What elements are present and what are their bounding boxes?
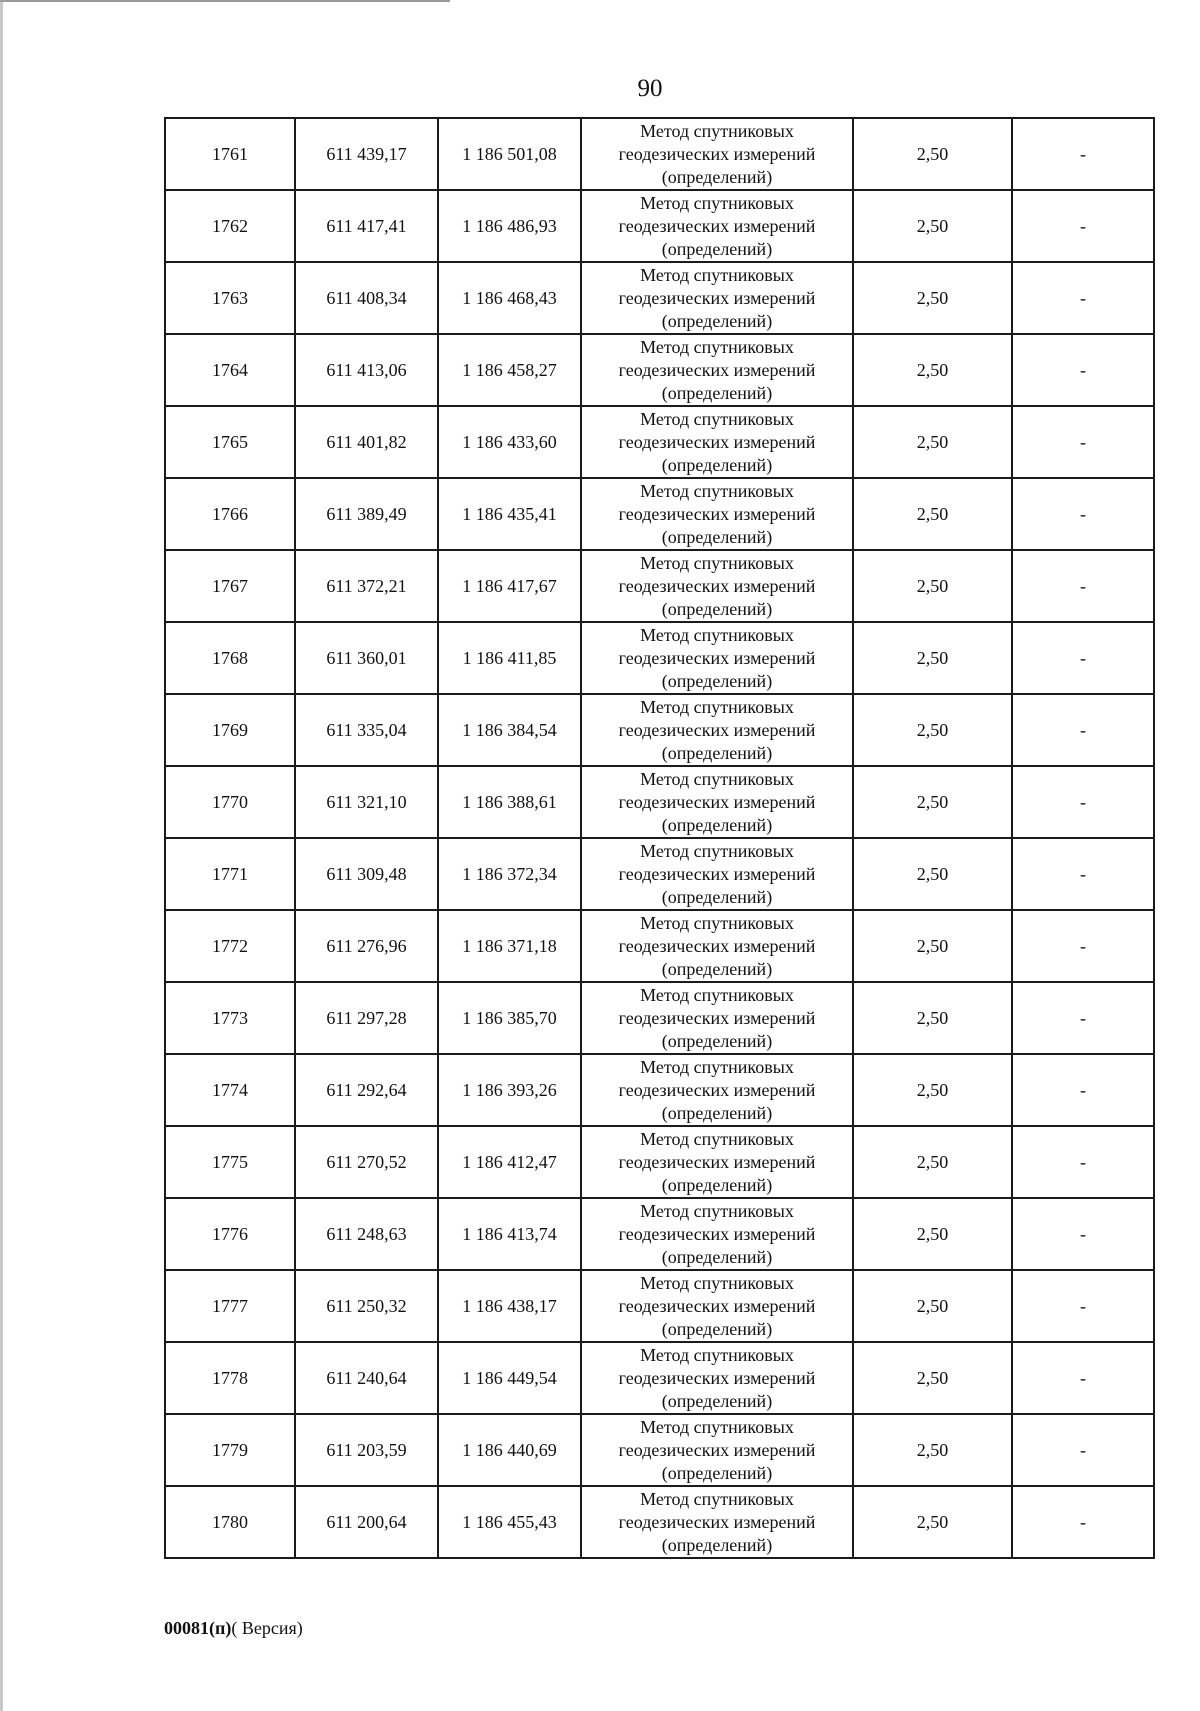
x-coordinate-text: 611 413,06 [326,359,407,380]
extra-cell [1012,190,1154,262]
x-coordinate-cell [295,478,438,550]
point-number-cell [165,406,295,478]
x-coordinate-text: 611 292,64 [326,1079,407,1100]
y-coordinate-text: 1 186 385,70 [462,1007,557,1028]
point-number-text: 1762 [212,215,248,236]
x-coordinate-text: 611 203,59 [326,1439,407,1460]
accuracy-text: 2,50 [916,287,949,308]
x-coordinate-text: 611 439,17 [326,143,407,164]
extra-text: - [1080,1007,1086,1028]
accuracy-cell [853,334,1012,406]
table-row [165,550,1154,622]
method-cell [581,262,853,334]
accuracy-cell [853,694,1012,766]
x-coordinate-cell [295,406,438,478]
extra-text: - [1080,575,1086,596]
point-number-text: 1768 [212,647,248,668]
y-coordinate-text: 1 186 393,26 [462,1079,557,1100]
accuracy-cell [853,550,1012,622]
x-coordinate-cell [295,1126,438,1198]
extra-text: - [1080,791,1086,812]
x-coordinate-text: 611 276,96 [326,935,407,956]
point-number-text: 1765 [212,431,248,452]
method-cell [581,406,853,478]
scan-top-line [0,0,450,2]
accuracy-text: 2,50 [916,1367,949,1388]
accuracy-text: 2,50 [916,1439,949,1460]
y-coordinate-cell [438,1270,581,1342]
point-number-cell [165,262,295,334]
method-text: Метод спутниковых геодезических измерений (определений) [618,1272,816,1339]
method-text: Метод спутниковых геодезических измерений (определений) [618,120,816,187]
point-number-cell [165,1198,295,1270]
accuracy-text: 2,50 [916,1295,949,1316]
accuracy-cell [853,1054,1012,1126]
point-number-text: 1773 [212,1007,248,1028]
point-number-cell [165,1054,295,1126]
x-coordinate-cell [295,1270,438,1342]
y-coordinate-text: 1 186 417,67 [462,575,557,596]
point-number-text: 1772 [212,935,248,956]
accuracy-cell [853,1126,1012,1198]
x-coordinate-text: 611 200,64 [326,1511,407,1532]
y-coordinate-text: 1 186 449,54 [462,1367,557,1388]
y-coordinate-cell [438,910,581,982]
method-cell [581,1414,853,1486]
point-number-text: 1767 [212,575,248,596]
method-cell [581,910,853,982]
point-number-cell [165,1270,295,1342]
table-row [165,190,1154,262]
y-coordinate-cell [438,622,581,694]
x-coordinate-text: 611 401,82 [326,431,407,452]
table-row [165,838,1154,910]
table-row [165,1414,1154,1486]
method-cell [581,766,853,838]
x-coordinate-text: 611 321,10 [326,791,407,812]
x-coordinate-cell [295,1486,438,1558]
y-coordinate-cell [438,550,581,622]
method-text: Метод спутниковых геодезических измерений (определений) [618,1200,816,1267]
method-cell [581,1198,853,1270]
method-text: Метод спутниковых геодезических измерений (определений) [618,768,816,835]
y-coordinate-text: 1 186 455,43 [462,1511,557,1532]
accuracy-cell [853,406,1012,478]
table-row [165,766,1154,838]
extra-text: - [1080,647,1086,668]
method-cell [581,1270,853,1342]
y-coordinate-text: 1 186 388,61 [462,791,557,812]
method-cell [581,1486,853,1558]
y-coordinate-text: 1 186 468,43 [462,287,557,308]
extra-cell [1012,766,1154,838]
x-coordinate-text: 611 309,48 [326,863,407,884]
extra-cell [1012,406,1154,478]
table-row [165,262,1154,334]
extra-text: - [1080,359,1086,380]
accuracy-text: 2,50 [916,359,949,380]
table-row [165,910,1154,982]
accuracy-cell [853,118,1012,190]
extra-cell [1012,982,1154,1054]
point-number-cell [165,622,295,694]
table-row [165,1270,1154,1342]
x-coordinate-text: 611 270,52 [326,1151,407,1172]
method-cell [581,622,853,694]
method-cell [581,190,853,262]
point-number-cell [165,478,295,550]
accuracy-text: 2,50 [916,1151,949,1172]
extra-text: - [1080,935,1086,956]
extra-cell [1012,478,1154,550]
accuracy-cell [853,622,1012,694]
extra-cell [1012,910,1154,982]
extra-cell [1012,118,1154,190]
x-coordinate-cell [295,1054,438,1126]
method-text: Метод спутниковых геодезических измерений (определений) [618,1344,816,1411]
x-coordinate-cell [295,1342,438,1414]
point-number-cell [165,1414,295,1486]
accuracy-cell [853,190,1012,262]
x-coordinate-text: 611 408,34 [326,287,407,308]
point-number-text: 1777 [212,1295,248,1316]
y-coordinate-cell [438,478,581,550]
y-coordinate-cell [438,406,581,478]
y-coordinate-cell [438,1198,581,1270]
method-text: Метод спутниковых геодезических измерений (определений) [618,1056,816,1123]
y-coordinate-cell [438,334,581,406]
extra-text: - [1080,719,1086,740]
point-number-cell [165,838,295,910]
point-number-cell [165,334,295,406]
accuracy-text: 2,50 [916,647,949,668]
point-number-cell [165,550,295,622]
extra-cell [1012,1054,1154,1126]
x-coordinate-text: 611 297,28 [326,1007,407,1028]
extra-cell [1012,838,1154,910]
y-coordinate-text: 1 186 435,41 [462,503,557,524]
accuracy-text: 2,50 [916,215,949,236]
y-coordinate-text: 1 186 384,54 [462,719,557,740]
method-text: Метод спутниковых геодезических измерений (определений) [618,336,816,403]
point-number-text: 1761 [212,143,248,164]
x-coordinate-cell [295,550,438,622]
method-text: Метод спутниковых геодезических измерений (определений) [618,624,816,691]
method-text: Метод спутниковых геодезических измерений (определений) [618,984,816,1051]
y-coordinate-text: 1 186 413,74 [462,1223,557,1244]
accuracy-text: 2,50 [916,935,949,956]
table-row [165,478,1154,550]
method-text: Метод спутниковых геодезических измерений (определений) [618,912,816,979]
accuracy-text: 2,50 [916,791,949,812]
point-number-cell [165,694,295,766]
method-text: Метод спутниковых геодезических измерений (определений) [618,696,816,763]
accuracy-text: 2,50 [916,143,949,164]
x-coordinate-cell [295,622,438,694]
extra-cell [1012,334,1154,406]
method-cell [581,1054,853,1126]
accuracy-cell [853,766,1012,838]
table-body [165,118,1154,1558]
extra-cell [1012,622,1154,694]
method-text: Метод спутниковых геодезических измерений (определений) [618,1488,816,1555]
y-coordinate-cell [438,982,581,1054]
point-number-text: 1774 [212,1079,248,1100]
extra-text: - [1080,1511,1086,1532]
extra-cell [1012,1486,1154,1558]
point-number-cell [165,982,295,1054]
point-number-cell [165,1126,295,1198]
point-number-text: 1766 [212,503,248,524]
x-coordinate-cell [295,1198,438,1270]
x-coordinate-text: 611 360,01 [326,647,407,668]
point-number-text: 1779 [212,1439,248,1460]
y-coordinate-text: 1 186 438,17 [462,1295,557,1316]
method-cell [581,550,853,622]
accuracy-cell [853,1342,1012,1414]
point-number-cell [165,910,295,982]
table-row [165,1486,1154,1558]
y-coordinate-text: 1 186 486,93 [462,215,557,236]
x-coordinate-cell [295,694,438,766]
point-number-cell [165,1342,295,1414]
method-text: Метод спутниковых геодезических измерений (определений) [618,1128,816,1195]
x-coordinate-cell [295,766,438,838]
scan-edge [0,0,3,1711]
method-cell [581,1342,853,1414]
accuracy-text: 2,50 [916,575,949,596]
x-coordinate-cell [295,190,438,262]
document-footer [164,1617,303,1639]
extra-text: - [1080,1367,1086,1388]
method-text: Метод спутниковых геодезических измерений (определений) [618,1416,816,1483]
extra-text: - [1080,1295,1086,1316]
form-version: ( Версия) [231,1618,303,1638]
accuracy-text: 2,50 [916,503,949,524]
extra-cell [1012,694,1154,766]
y-coordinate-text: 1 186 372,34 [462,863,557,884]
extra-text: - [1080,1079,1086,1100]
accuracy-text: 2,50 [916,1223,949,1244]
y-coordinate-cell [438,262,581,334]
point-number-cell [165,190,295,262]
method-text: Метод спутниковых геодезических измерений (определений) [618,480,816,547]
table-row [165,1126,1154,1198]
method-text: Метод спутниковых геодезических измерений (определений) [618,264,816,331]
method-cell [581,334,853,406]
table-row [165,982,1154,1054]
extra-cell [1012,1414,1154,1486]
extra-text: - [1080,215,1086,236]
accuracy-text: 2,50 [916,431,949,452]
y-coordinate-text: 1 186 412,47 [462,1151,557,1172]
extra-cell [1012,550,1154,622]
x-coordinate-text: 611 240,64 [326,1367,407,1388]
accuracy-cell [853,982,1012,1054]
table-row [165,334,1154,406]
accuracy-cell [853,1486,1012,1558]
point-number-text: 1770 [212,791,248,812]
extra-cell [1012,262,1154,334]
method-cell [581,838,853,910]
coordinates-table [164,117,1155,1559]
x-coordinate-text: 611 417,41 [326,215,407,236]
accuracy-cell [853,478,1012,550]
y-coordinate-cell [438,1126,581,1198]
y-coordinate-cell [438,190,581,262]
x-coordinate-cell [295,910,438,982]
point-number-text: 1778 [212,1367,248,1388]
y-coordinate-text: 1 186 411,85 [462,647,557,668]
extra-text: - [1080,1223,1086,1244]
x-coordinate-text: 611 372,21 [326,575,407,596]
x-coordinate-text: 611 389,49 [326,503,407,524]
point-number-cell [165,1486,295,1558]
point-number-text: 1780 [212,1511,248,1532]
point-number-cell [165,766,295,838]
table-row [165,1342,1154,1414]
x-coordinate-cell [295,1414,438,1486]
point-number-text: 1769 [212,719,248,740]
method-text: Метод спутниковых геодезических измерений (определений) [618,552,816,619]
accuracy-text: 2,50 [916,1511,949,1532]
y-coordinate-text: 1 186 440,69 [462,1439,557,1460]
y-coordinate-cell [438,1414,581,1486]
y-coordinate-cell [438,838,581,910]
method-cell [581,1126,853,1198]
extra-cell [1012,1126,1154,1198]
extra-text: - [1080,1151,1086,1172]
x-coordinate-cell [295,838,438,910]
accuracy-cell [853,1198,1012,1270]
method-cell [581,478,853,550]
method-cell [581,982,853,1054]
method-text: Метод спутниковых геодезических измерений (определений) [618,408,816,475]
y-coordinate-cell [438,1486,581,1558]
accuracy-text: 2,50 [916,719,949,740]
table-row [165,1054,1154,1126]
y-coordinate-cell [438,118,581,190]
point-number-text: 1771 [212,863,248,884]
y-coordinate-text: 1 186 371,18 [462,935,557,956]
y-coordinate-cell [438,1054,581,1126]
method-cell [581,118,853,190]
table-row [165,1198,1154,1270]
table-row [165,694,1154,766]
point-number-cell [165,118,295,190]
point-number-text: 1776 [212,1223,248,1244]
accuracy-cell [853,910,1012,982]
table-row [165,118,1154,190]
x-coordinate-text: 611 248,63 [326,1223,407,1244]
form-code: 00081(п) [164,1618,232,1638]
x-coordinate-cell [295,118,438,190]
point-number-text: 1763 [212,287,248,308]
accuracy-text: 2,50 [916,1007,949,1028]
extra-text: - [1080,503,1086,524]
extra-cell [1012,1342,1154,1414]
y-coordinate-cell [438,694,581,766]
point-number-text: 1775 [212,1151,248,1172]
accuracy-cell [853,838,1012,910]
y-coordinate-cell [438,1342,581,1414]
point-number-text: 1764 [212,359,248,380]
extra-text: - [1080,287,1086,308]
accuracy-text: 2,50 [916,1079,949,1100]
x-coordinate-cell [295,262,438,334]
accuracy-cell [853,1270,1012,1342]
extra-text: - [1080,863,1086,884]
extra-cell [1012,1270,1154,1342]
y-coordinate-cell [438,766,581,838]
method-cell [581,694,853,766]
x-coordinate-text: 611 250,32 [326,1295,407,1316]
y-coordinate-text: 1 186 458,27 [462,359,557,380]
method-text: Метод спутниковых геодезических измерений (определений) [618,192,816,259]
table-row [165,622,1154,694]
x-coordinate-cell [295,334,438,406]
extra-cell [1012,1198,1154,1270]
accuracy-cell [853,262,1012,334]
extra-text: - [1080,1439,1086,1460]
y-coordinate-text: 1 186 501,08 [462,143,557,164]
x-coordinate-cell [295,982,438,1054]
extra-text: - [1080,431,1086,452]
page-number: 90 [637,75,663,102]
y-coordinate-text: 1 186 433,60 [462,431,557,452]
accuracy-cell [853,1414,1012,1486]
method-text: Метод спутниковых геодезических измерений (определений) [618,840,816,907]
x-coordinate-text: 611 335,04 [326,719,407,740]
extra-text: - [1080,143,1086,164]
accuracy-text: 2,50 [916,863,949,884]
table-row [165,406,1154,478]
